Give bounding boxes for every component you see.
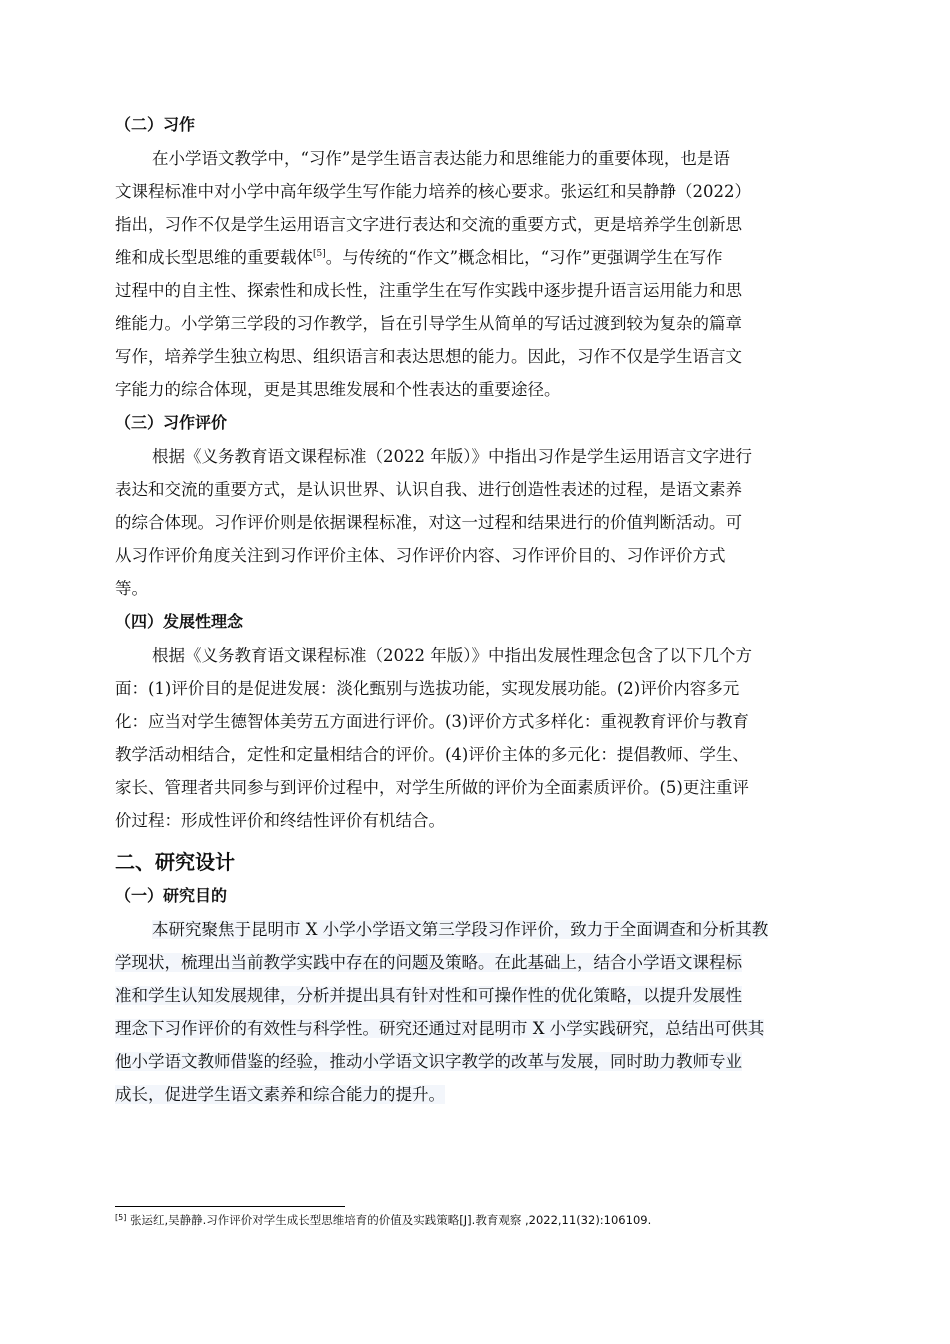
text-line: 过程中的自主性、探索性和成长性，注重学生在写作实践中逐步提升语言运用能力和思: [115, 281, 742, 300]
text-line: [115, 1045, 863, 1078]
text-line: 指出，习作不仅是学生运用语言文字进行表达和交流的重要方式，更是培养学生创新思: [115, 215, 742, 234]
text-line: [115, 946, 863, 979]
paragraph-xizuo: [115, 142, 863, 406]
section-heading-xizuo-pingjia: （三）习作评价: [115, 413, 228, 432]
text-line: 从习作评价角度关注到习作评价主体、习作评价内容、习作评价目的、习作评价方式: [115, 546, 726, 565]
paragraph-fazhanxing-linian: [115, 639, 863, 837]
text-line: 写作，培养学生独立构思、组织语言和表达思想的能力。因此，习作不仅是学生语言文: [115, 347, 742, 366]
highlighted-text: 成长，促进学生语文素养和综合能力的提升。: [115, 1085, 445, 1104]
text-segment: 。与传统的“作文”概念相比，“习作”更强调学生在写作: [325, 248, 723, 267]
text-line: 等。: [115, 579, 148, 598]
highlighted-text: 准和学生认知发展规律，分析并提出具有针对性和可操作性的优化策略，以提升发展性: [115, 986, 742, 1005]
footnote-marker: [5]: [115, 1213, 127, 1222]
highlighted-text: 理念下习作评价的有效性与科学性。研究还通过对昆明市 X 小学实践研究，总结出可供其: [115, 1019, 765, 1038]
text-line: 根据《义务教育语文课程标准（2022 年版）》中指出发展性理念包含了以下几个方: [152, 646, 752, 665]
text-line: 根据《义务教育语文课程标准（2022 年版）》中指出习作是学生运用语言文字进行: [152, 447, 752, 466]
highlighted-text: 他小学语文教师借鉴的经验，推动小学语文识字教学的改革与发展，同时助力教师专业: [115, 1052, 742, 1071]
section-heading-xizuo: （二）习作: [115, 115, 196, 134]
text-line: [115, 1012, 863, 1045]
footnote-text: 张运红,吴静静.习作评价对学生成长型思维培育的价值及实践策略[J].教育观察 ,2022,11(32):106109.: [126, 1213, 652, 1227]
footnote-divider: [115, 1206, 345, 1207]
text-line: [115, 241, 863, 274]
section-heading-yanjiu-mudi: （一）研究目的: [115, 886, 228, 905]
text-line: [115, 913, 863, 946]
section-heading-fazhanxing-linian: （四）发展性理念: [115, 612, 244, 631]
text-line: 字能力的综合体现，更是其思维发展和个性表达的重要途径。: [115, 380, 561, 399]
text-line: 在小学语文教学中，“习作”是学生语言表达能力和思维能力的重要体现，也是语: [152, 149, 730, 168]
text-line: 家长、管理者共同参与到评价过程中，对学生所做的评价为全面素质评价。(5)更注重评: [115, 778, 749, 797]
paragraph-xizuo-pingjia: [115, 440, 863, 605]
text-line: 的综合体现。习作评价则是依据课程标准，对这一过程和结果进行的价值判断活动。可: [115, 513, 742, 532]
highlighted-text: 本研究聚焦于昆明市 X 小学小学语文第三学段习作评价，致力于全面调查和分析其教: [152, 920, 769, 939]
highlighted-text: 学现状，梳理出当前教学实践中存在的问题及策略。在此基础上，结合小学语文课程标: [115, 953, 742, 972]
text-line: [115, 979, 863, 1012]
text-line: 教学活动相结合，定性和定量相结合的评价。(4)评价主体的多元化：提倡教师、学生、: [115, 745, 749, 764]
text-line: 文课程标准中对小学中高年级学生写作能力培养的核心要求。张运红和吴静静（2022）: [115, 182, 751, 201]
text-segment: 维和成长型思维的重要载体: [115, 248, 313, 267]
text-line: 价过程：形成性评价和终结性评价有机结合。: [115, 811, 445, 830]
citation-ref[interactable]: [5]: [313, 249, 326, 259]
chapter-heading-yanjiu-sheji: 二、研究设计: [115, 850, 235, 874]
text-line: 表达和交流的重要方式，是认识世界、认识自我、进行创造性表述的过程，是语文素养: [115, 480, 742, 499]
text-line: 面：(1)评价目的是促进发展：淡化甄别与选拔功能，实现发展功能。(2)评价内容多元: [115, 679, 740, 698]
paragraph-yanjiu-mudi: [115, 913, 863, 1111]
text-line: 维能力。小学第三学段的习作教学，旨在引导学生从简单的写话过渡到较为复杂的篇章: [115, 314, 742, 333]
text-line: [115, 1078, 863, 1111]
footnote: [115, 1212, 651, 1228]
text-line: 化：应当对学生德智体美劳五方面进行评价。(3)评价方式多样化：重视教育评价与教育: [115, 712, 749, 731]
